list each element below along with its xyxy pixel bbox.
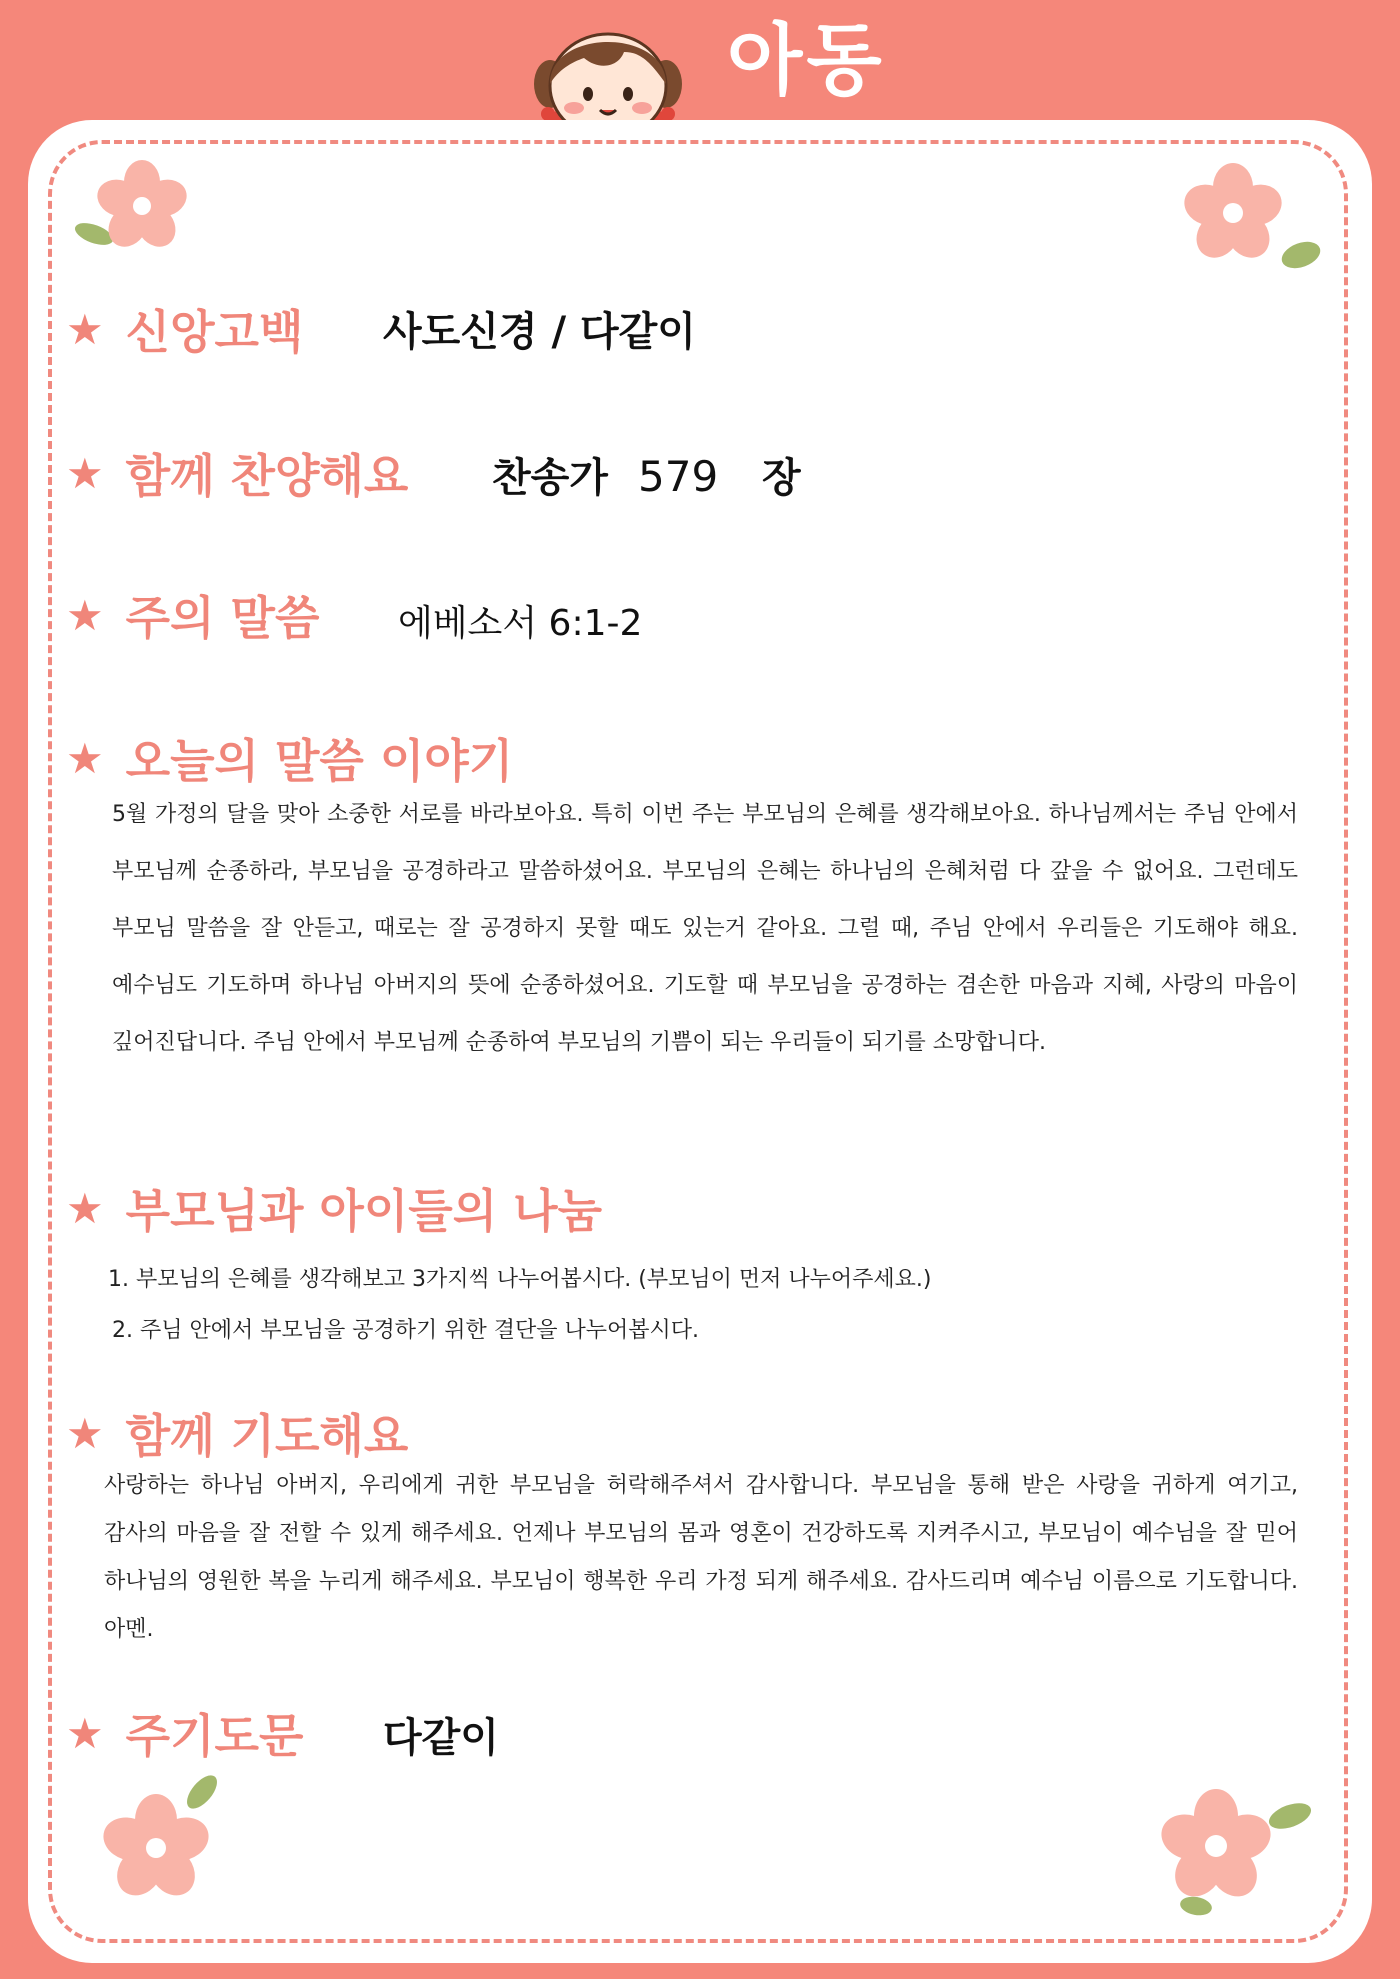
creed-value: 사도신경 / 다같이 [383, 309, 696, 355]
hymn-number: 579 [638, 452, 719, 501]
section-title-text: 부모님과 아이들의 나눔 [125, 1184, 603, 1238]
star-icon: ★ [66, 590, 104, 640]
star-icon: ★ [66, 1183, 104, 1233]
star-icon: ★ [66, 1408, 104, 1458]
hymn-label: 찬송가 [492, 455, 608, 501]
prayer-paragraph: 사랑하는 하나님 아버지, 우리에게 귀한 부모님을 허락해주셔서 감사합니다. 부모님을 통해 받은 사랑을 귀하게 여기고, 감사의 마음을 잘 전할 수 있게 해주세요. 언제나 부모님의 몸과 영혼이 건강하도록 지켜주시고, 부모님이 예수님을 잘 믿어 하나님의 영원한 복을 누리게 해주세요. 부모님이 행복한 우리 가정 되게 해주세요. 감사드리며 예수님 이름으로 기도합니다. 아멘. [104, 1473, 1298, 1642]
list-item: 2. 주님 안에서 부모님을 공경하기 위한 결단을 나누어봅시다. [112, 1318, 699, 1343]
star-icon: ★ [66, 733, 104, 783]
flower-icon [1165, 155, 1325, 275]
section-title-text: 오늘의 말씀 이야기 [125, 734, 514, 788]
section-title-text: 주기도문 [125, 1709, 304, 1763]
section-prayer-title [66, 1400, 408, 1466]
section-lords-prayer-title [66, 1700, 303, 1766]
section-creed-title [66, 296, 303, 362]
page-title: 아동 [727, 16, 886, 106]
section-title-text: 주의 말씀 [125, 591, 320, 645]
section-story-title [66, 725, 513, 791]
star-icon: ★ [66, 1708, 104, 1758]
scripture-value: 에베소서 6:1-2 [398, 603, 643, 644]
flower-icon [70, 150, 190, 260]
section-sharing-title [66, 1175, 602, 1241]
lords-prayer-value: 다같이 [383, 1715, 499, 1761]
section-title-text: 함께 찬양해요 [125, 449, 409, 503]
section-title-text: 함께 기도해요 [125, 1409, 409, 1463]
flower-icon [1140, 1780, 1320, 1920]
flower-icon [80, 1770, 240, 1910]
section-hymn-title [66, 440, 408, 506]
star-icon: ★ [66, 304, 104, 354]
hymn-suffix: 장 [762, 455, 801, 501]
story-paragraph: 5월 가정의 달을 맞아 소중한 서로를 바라보아요. 특히 이번 주는 부모님의 은혜를 생각해보아요. 하나님께서는 주님 안에서 부모님께 순종하라, 부모님을 공경하라고 말씀하셨어요. 부모님의 은혜는 하나님의 은혜처럼 다 갚을 수 없어요. 그런데도 부모님 말씀을 잘 안듣고, 때로는 잘 공경하지 못할 때도 있는거 같아요. 그럴 때, 주님 안에서 우리들은 기도해야 해요. 예수님도 기도하며 하나님 아버지의 뜻에 순종하셨어요. 기도할 때 부모님을 공경하는 겸손한 마음과 지혜, 사랑의 마음이 깊어진답니다. 주님 안에서 부모님께 순종하여 부모님의 기쁨이 되는 우리들이 되기를 소망합니다. [112, 802, 1298, 1055]
star-icon: ★ [66, 448, 104, 498]
section-scripture-title [66, 582, 319, 648]
list-item: 1. 부모님의 은혜를 생각해보고 3가지씩 나누어봅시다. (부모님이 먼저 나누어주세요.) [108, 1267, 932, 1292]
section-title-text: 신앙고백 [125, 305, 304, 359]
